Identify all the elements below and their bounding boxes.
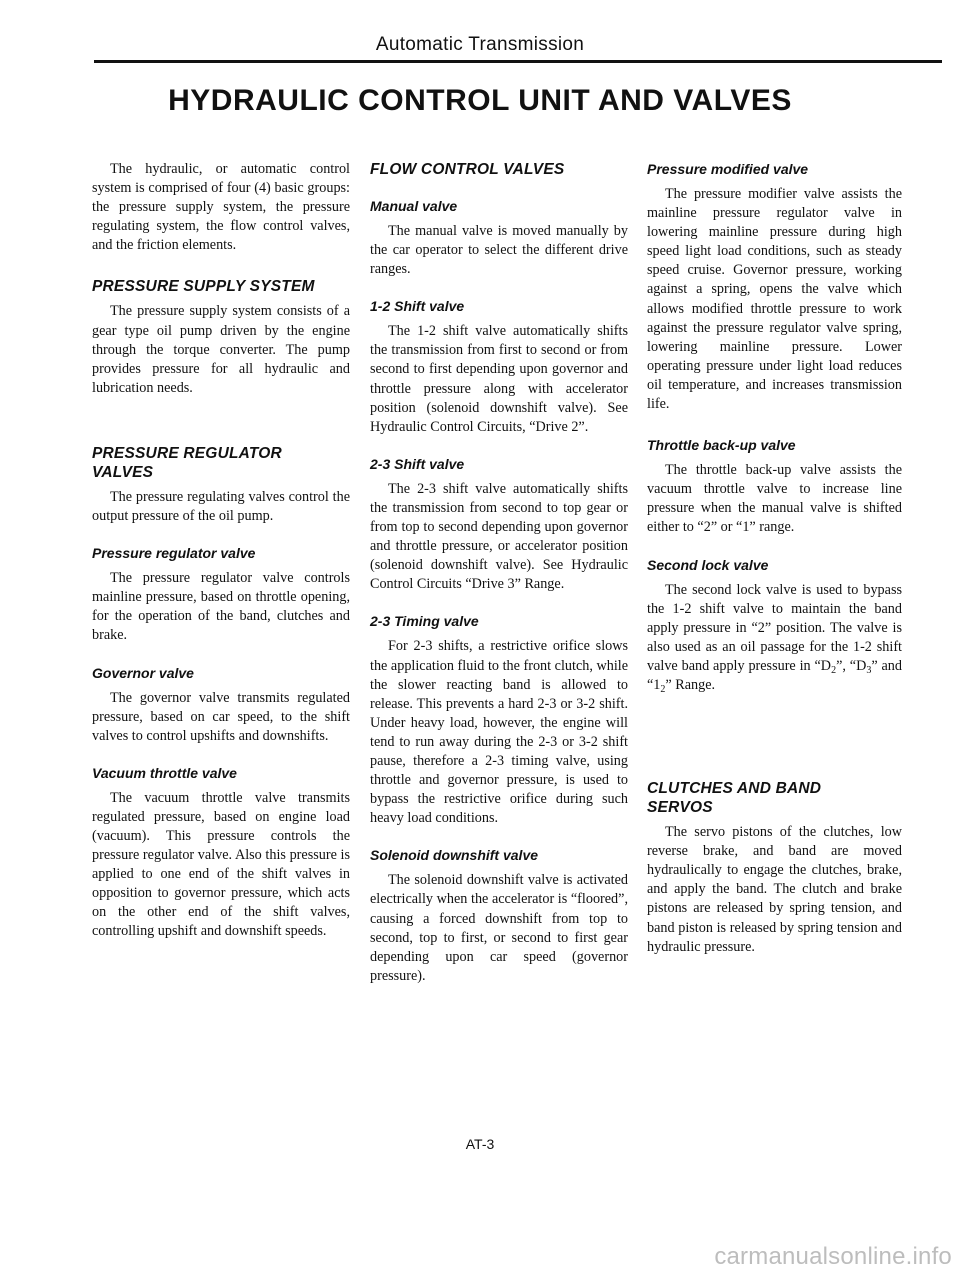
shift-1-2-paragraph: The 1-2 shift valve automatically shifts the transmission from first to second or from second to first depending upon governor and throttle pressure along with accelerator position (solenoid downshift valve). See Hydraulic Control Circuits, “Drive 2”. [370, 323, 628, 435]
heading-2-3-timing-valve: 2-3 Timing valve [370, 613, 479, 630]
second-lock-paragraph [647, 581, 902, 696]
heading-pressure-modified-valve: Pressure modified valve [647, 161, 809, 177]
subscript-d3: 3 [866, 664, 872, 676]
second-lock-text-a: The second lock valve is used to bypass the 1-2 shift valve to maintain the band apply pressure in “2” position. The valve is also used as an oil passage for the 1-2 shift valve band apply pressure in “D [647, 581, 902, 674]
column-middle [370, 160, 628, 986]
second-lock-text-c: ” and “1 [647, 657, 902, 693]
heading-flow-control-valves: FLOW CONTROL VALVES [370, 161, 565, 178]
pressure-modified-paragraph: The pressure modifier valve assists the mainline pressure regulator valve in lowering mainline pressure during high speed light load conditions, such as steady speed cruise. Governor pressure, working against a spring, opens the valve which allows modified throttle pressure to work against the pressure regulator valve spring, lowering mainline pressure. Lower operating pressure under light load reduces oil temperature, and increases transmission life. [647, 186, 902, 413]
heading-manual-valve: Manual valve [370, 198, 458, 214]
heading-line-1: PRESSURE REGULATOR [92, 444, 282, 462]
pressure-supply-paragraph: The pressure supply system consists of a gear type oil pump driven by the engine through the torque converter. The pump provides pressure for all hydraulic and lubrication needs. [92, 303, 350, 396]
heading-vacuum-throttle-valve: Vacuum throttle valve [92, 764, 237, 781]
column-left [92, 160, 350, 942]
heading-second-lock-valve: Second lock valve [647, 556, 769, 573]
heading-pressure-regulator-valves [92, 444, 350, 482]
heading-line-1: CLUTCHES AND BAND [647, 780, 822, 798]
throttle-back-up-paragraph: The throttle back-up valve assists the vacuum throttle valve to increase line pressure when the manual valve is shifted either to “2” or “1” range. [647, 462, 902, 536]
intro-paragraph: The hydraulic, or automatic control system is comprised of four (4) basic groups: the pressure supply system, the pressure regulating system, the flow control valves, and the friction elements. [92, 161, 350, 254]
governor-paragraph: The governor valve transmits regulated pressure, based on car speed, to the shift valves to control upshifts and downshifts. [92, 689, 350, 744]
manual-valve-paragraph: The manual valve is moved manually by the car operator to select the different drive ranges. [370, 223, 628, 278]
pressure-regulator-paragraph: The pressure regulator valve controls mainline pressure, based on throttle opening, for the operation of the band, clutches and brake. [92, 570, 350, 644]
heading-solenoid-downshift-valve: Solenoid downshift valve [370, 847, 539, 864]
heading-pressure-regulator-valve: Pressure regulator valve [92, 545, 256, 562]
heading-line-2: SERVOS [647, 799, 713, 817]
subscript-12: 2 [660, 683, 666, 695]
shift-2-3-paragraph: The 2-3 shift valve automatically shifts the transmission from second to top gear or from top to second depending upon governor and throttle pressure, or accelerator position (solenoid downshift valve). See Hydraulic Control Circuits “Drive 3” Range. [370, 480, 628, 593]
header-rule [94, 60, 942, 63]
heading-line-2: VALVES [92, 463, 154, 481]
column-right [647, 160, 902, 957]
clutches-paragraph: The servo pistons of the clutches, low reverse brake, and band are moved hydraulically to engage the clutches, brake, and apply the band. The clutch and brake pistons are released by spring tension, and band piston is released by spring tension and hydraulic pressure. [647, 824, 902, 955]
page-number: AT-3 [465, 1136, 495, 1152]
heading-throttle-back-up-valve: Throttle back-up valve [647, 437, 796, 454]
timing-valve-paragraph: For 2-3 shifts, a restrictive orifice slows the application fluid to the front clutch, while the slower reacting band is allowed to release. This prevents a hard 2-3 or 3-2 shift. Under heavy load, however, the engine will tend to run away during the 2-3 or 3-2 shift pause, therefore a 2-3 timing valve, using throttle and governor pressure, is used to bypass the restrictive orifice during such heavy load conditions. [370, 638, 628, 827]
pressure-regulating-paragraph: The pressure regulating valves control the output pressure of the oil pump. [92, 488, 350, 525]
running-head: Automatic Transmission [375, 34, 585, 55]
heading-clutches-and-band-servos [647, 779, 902, 817]
vacuum-throttle-paragraph: The vacuum throttle valve transmits regulated pressure, based on engine load (vacuum). This pressure controls the pressure regulator valve. Also this pressure is applied to one end of the shift valves in opposition to governor pressure, which acts on the other end of the shift valves, controlling upshift and downshift speeds. [92, 789, 350, 940]
heading-governor-valve: Governor valve [92, 664, 194, 681]
solenoid-paragraph: The solenoid downshift valve is activated electrically when the accelerator is “floored”, causing a forced downshift from top to second, top to first, or second to first gear depending upon car speed (governor pressure). [370, 872, 628, 984]
heading-2-3-shift-valve: 2-3 Shift valve [370, 455, 465, 472]
second-lock-text-d: ” Range. [665, 676, 716, 693]
heading-1-2-shift-valve: 1-2 Shift valve [370, 298, 465, 315]
subscript-d2: 2 [831, 664, 837, 676]
page-title: HYDRAULIC CONTROL UNIT AND VALVES [168, 84, 792, 117]
watermark: carmanualsonline.info [714, 1243, 952, 1270]
second-lock-text-b: ”, “D [836, 657, 867, 674]
heading-pressure-supply-system: PRESSURE SUPPLY SYSTEM [92, 278, 315, 296]
